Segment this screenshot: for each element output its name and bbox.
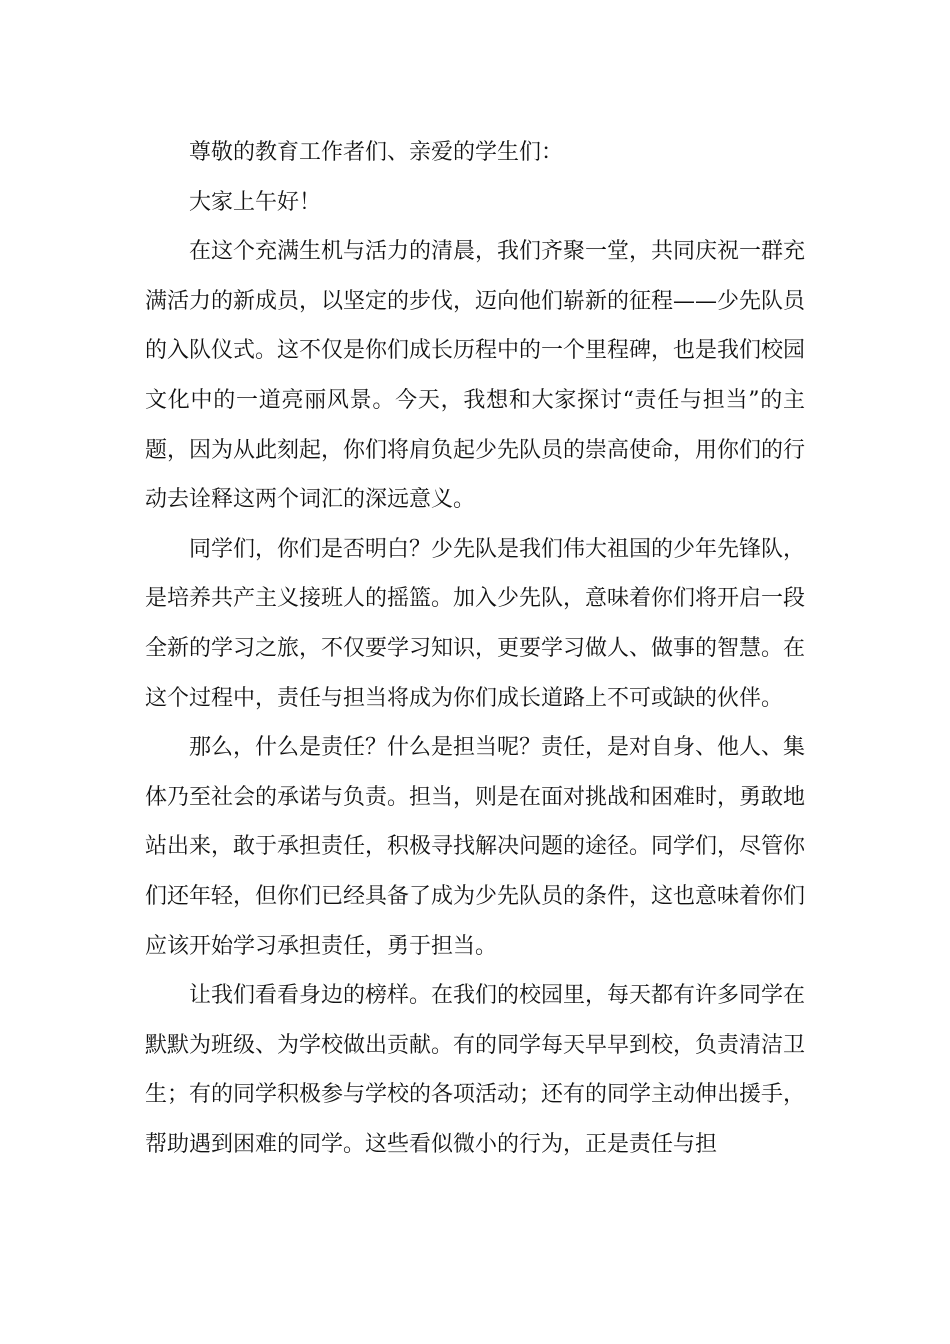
speech-body [145,128,805,1169]
paragraph-4: 让我们看看身边的榜样。在我们的校园里，每天都有许多同学在默默为班级、为学校做出贡献。有的同学每天早早到校，负责清洁卫生；有的同学积极参与学校的各项活动；还有的同学主动伸出援手，帮助遇到困难的同学。这些看似微小的行为，正是责任与担 [145,983,806,1157]
greeting: 大家上午好！ [189,189,322,215]
paragraph-1: 在这个充满生机与活力的清晨，我们齐聚一堂，共同庆祝一群充满活力的新成员，以坚定的步伐，迈向他们崭新的征程——少先队员的入队仪式。这不仅是你们成长历程中的一个里程碑，也是我们校园文化中的一道亮丽风景。今天，我想和大家探讨“责任与担当”的主题，因为从此刻起，你们将肩负起少先队员的崇高使命，用你们的行动去诠释这两个词汇的深远意义。 [145,239,806,513]
paragraph-3: 那么，什么是责任？什么是担当呢？责任，是对自身、他人、集体乃至社会的承诺与负责。担当，则是在面对挑战和困难时，勇敢地站出来，敢于承担责任，积极寻找解决问题的途径。同学们，尽管你们还年轻，但你们已经具备了成为少先队员的条件，这也意味着你们应该开始学习承担责任，勇于担当。 [145,735,806,959]
salutation: 尊敬的教育工作者们、亲爱的学生们： [189,140,564,165]
paragraph-2: 同学们，你们是否明白？少先队是我们伟大祖国的少年先锋队，是培养共产主义接班人的摇篮。加入少先队，意味着你们将开启一段全新的学习之旅，不仅要学习知识，更要学习做人、做事的智慧。在这个过程中，责任与担当将成为你们成长道路上不可或缺的伙伴。 [145,536,806,711]
